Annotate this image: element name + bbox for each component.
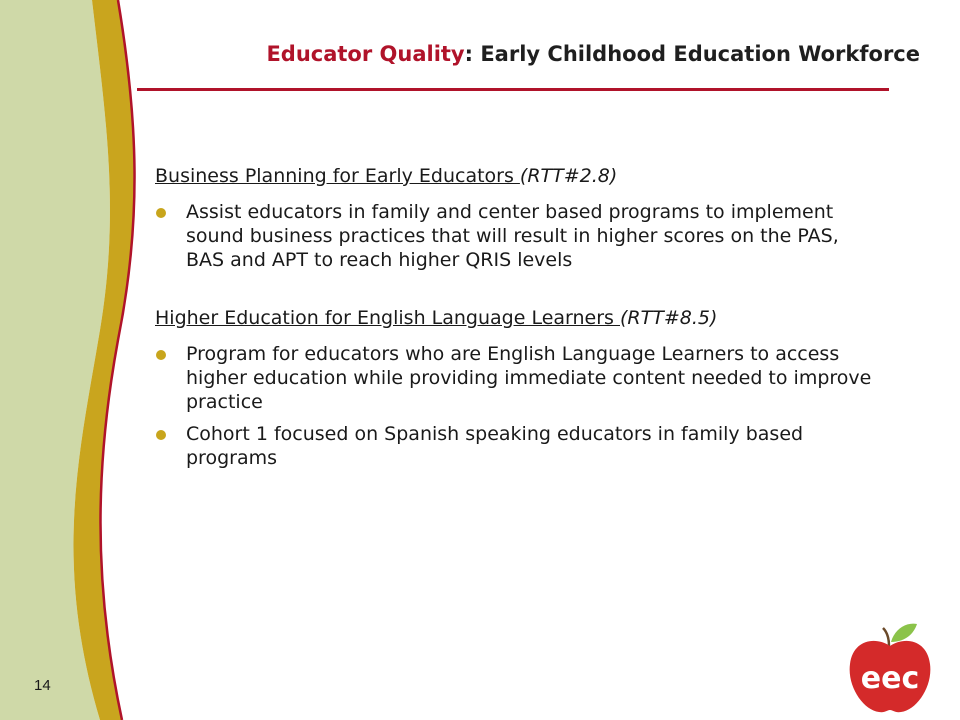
eec-logo — [845, 620, 935, 715]
section-heading-title: Higher Education for English Language Learners — [155, 307, 620, 329]
page-number: 14 — [34, 677, 51, 694]
section-heading — [155, 306, 875, 330]
section-heading-title: Business Planning for Early Educators — [155, 165, 520, 187]
title-underline-rule — [137, 88, 889, 91]
logo-text: eec — [860, 661, 920, 696]
bullet-text: Assist educators in family and center based programs to implement sound business practices that will result in higher scores on the PAS, BAS and APT to reach higher QRIS levels — [186, 201, 839, 271]
slide-content — [155, 164, 875, 478]
title-rest: : Early Childhood Education Workforce — [464, 42, 920, 66]
slide-title — [130, 42, 920, 66]
list-item — [155, 422, 875, 470]
bullet-list — [155, 342, 875, 470]
bullet-dot-icon — [156, 208, 166, 218]
list-item — [155, 200, 875, 272]
section-business-planning — [155, 164, 875, 272]
section-heading-ref: (RTT#8.5) — [620, 307, 718, 329]
bullet-list — [155, 200, 875, 272]
bullet-dot-icon — [156, 430, 166, 440]
section-higher-education — [155, 306, 875, 470]
bullet-text: Program for educators who are English Language Learners to access higher education while providing immediate content needed to improve practice — [186, 343, 872, 413]
bullet-dot-icon — [156, 350, 166, 360]
section-heading — [155, 164, 875, 188]
list-item — [155, 342, 875, 414]
leaf-icon — [891, 624, 917, 642]
section-heading-ref: (RTT#2.8) — [519, 165, 618, 187]
bullet-text: Cohort 1 focused on Spanish speaking educators in family based programs — [186, 423, 804, 469]
title-highlight: Educator Quality — [266, 42, 465, 66]
